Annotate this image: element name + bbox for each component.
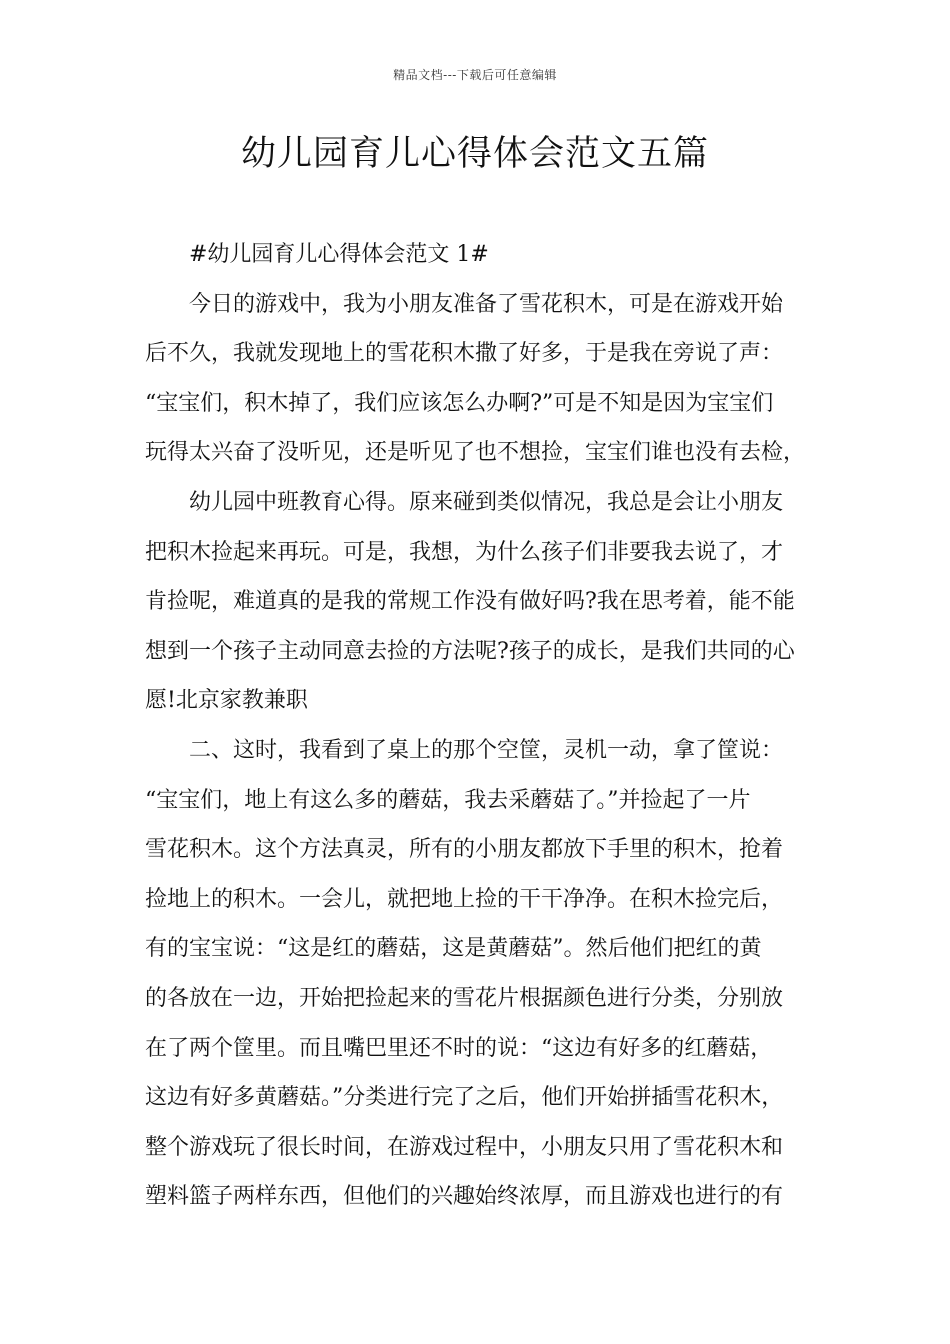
paragraph-line: 雪花积木。这个方法真灵，所有的小朋友都放下手里的积木，抢着 xyxy=(145,837,784,863)
paragraph-line: 把积木捡起来再玩。可是，我想，为什么孩子们非要我去说了，才 xyxy=(145,539,784,565)
paragraph-line: 幼儿园中班教育心得。原来碰到类似情况，我总是会让小朋友 xyxy=(189,489,784,515)
paragraph xyxy=(145,726,815,1222)
paragraph-line: 在了两个筐里。而且嘴巴里还不时的说：“这边有好多的红蘑菇， xyxy=(145,1035,773,1061)
paragraph xyxy=(145,280,815,478)
paragraph-line: 二、这时，我看到了桌上的那个空筐，灵机一动，拿了筐说： xyxy=(189,737,784,763)
paragraph-line: “宝宝们，地上有这么多的蘑菇，我去采蘑菇了。”并捡起了一片 xyxy=(145,787,751,813)
paragraph-line: 捡地上的积木。一会儿，就把地上捡的干干净净。在积木捡完后， xyxy=(145,886,784,912)
paragraph-line: 愿!北京家教兼职 xyxy=(145,688,308,714)
paragraph-line: 玩得太兴奋了没听见，还是听见了也不想捡，宝宝们谁也没有去检， xyxy=(145,440,806,466)
document-body xyxy=(145,230,815,1222)
paragraph-line: “宝宝们，积木掉了，我们应该怎么办啊?”可是不知是因为宝宝们 xyxy=(145,390,774,416)
paragraph-line: 整个游戏玩了很长时间，在游戏过程中，小朋友只用了雪花积木和 xyxy=(145,1134,784,1160)
document-title: 幼儿园育儿心得体会范文五篇 xyxy=(240,134,709,174)
section-heading: #幼儿园育儿心得体会范文 1# xyxy=(189,242,489,267)
paragraph-line: 有的宝宝说：“这是红的蘑菇，这是黄蘑菇”。然后他们把红的黄 xyxy=(145,936,762,962)
paragraph-line: 的各放在一边，开始把捡起来的雪花片根据颜色进行分类，分别放 xyxy=(145,985,784,1011)
paragraph-line: 肯捡呢，难道真的是我的常规工作没有做好吗?我在思考着，能不能 xyxy=(145,589,795,615)
header-note: 精品文档---下载后可任意编辑 xyxy=(393,68,557,82)
paragraph-line: 塑料篮子两样东西，但他们的兴趣始终浓厚，而且游戏也进行的有 xyxy=(145,1184,784,1210)
paragraph-line: 这边有好多黄蘑菇。”分类进行完了之后，他们开始拼插雪花积木， xyxy=(145,1085,784,1111)
paragraph-line: 今日的游戏中，我为小朋友准备了雪花积木，可是在游戏开始 xyxy=(189,291,784,317)
paragraph xyxy=(145,478,815,726)
paragraph-line: 后不久，我就发现地上的雪花积木撒了好多，于是我在旁说了声： xyxy=(145,341,784,367)
paragraph-line: 想到一个孩子主动同意去捡的方法呢?孩子的成长，是我们共同的心 xyxy=(145,638,795,664)
